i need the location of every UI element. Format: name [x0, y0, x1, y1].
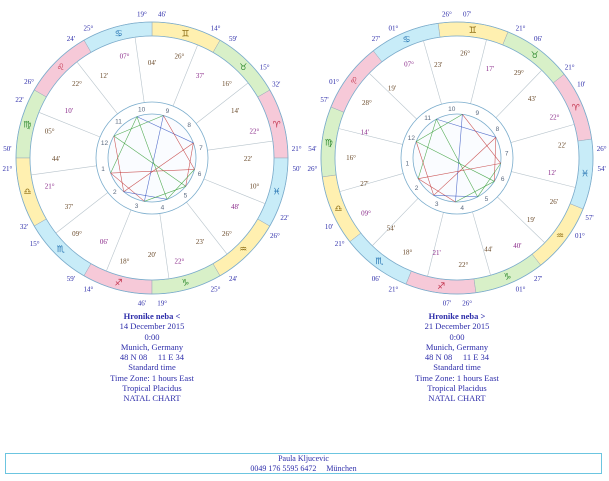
planet-degree-label: 21° — [44, 182, 55, 191]
chart-time-zone: Time Zone: 1 hours East — [415, 372, 499, 383]
right-chart-wheel — [307, 8, 607, 308]
cusp-degree-label: 46' — [137, 299, 147, 308]
house-number: 3 — [434, 201, 439, 209]
house-number: 10 — [137, 106, 146, 114]
planet-degree-label: 18° — [119, 257, 130, 266]
cusp-degree-label: 59' — [66, 275, 76, 284]
zodiac-sign-icon: ♌ — [349, 76, 359, 87]
cusp-degree-label: 10' — [577, 80, 586, 89]
left-chart-info — [2, 311, 302, 404]
planet-degree-label: 10' — [64, 107, 73, 115]
planet-degree-label: 06' — [99, 238, 109, 247]
planet-degree-label: 43' — [527, 95, 537, 104]
cusp-degree-label: 15° — [259, 63, 270, 72]
zodiac-sign-icon: ♉ — [239, 62, 248, 73]
cusp-degree-label: 50' — [292, 165, 301, 174]
planet-degree-label: 26° — [222, 229, 232, 238]
chart-coords: 48 N 08 11 E 34 — [119, 352, 185, 363]
house-number: 4 — [160, 204, 165, 212]
planet-degree-label: 21' — [432, 248, 441, 257]
planet-degree-label: 12' — [547, 168, 557, 177]
cusp-degree-label: 06' — [371, 275, 381, 284]
house-number: 2 — [113, 188, 117, 196]
cusp-degree-label: 21° — [564, 63, 575, 72]
planet-degree-label: 26° — [460, 49, 471, 58]
cusp-degree-label: 24' — [228, 275, 238, 284]
cusp-degree-label: 26° — [24, 78, 34, 87]
planet-degree-label: 22° — [249, 127, 260, 136]
cusp-degree-label: 32' — [19, 223, 29, 232]
zodiac-sign-icon: ♈ — [571, 103, 580, 114]
cusp-degree-label: 46' — [157, 10, 167, 19]
cusp-degree-label: 26° — [270, 231, 280, 240]
house-number: 12 — [100, 140, 109, 148]
house-number: 7 — [504, 150, 509, 158]
contact-footer — [5, 453, 602, 474]
planet-degree-label: 22° — [549, 113, 560, 122]
cusp-degree-label: 14° — [210, 24, 221, 33]
planet-degree-label: 22° — [72, 80, 82, 89]
house-number: 9 — [165, 107, 170, 115]
chart-house-system: Tropical Placidus — [122, 383, 182, 394]
cusp-degree-label: 26° — [596, 144, 607, 153]
house-number: 2 — [414, 184, 419, 192]
cusp-degree-label: 01° — [515, 285, 526, 294]
cusp-degree-label: 22' — [15, 96, 24, 105]
planet-degree-label: 40' — [513, 242, 522, 251]
house-number: 12 — [407, 135, 415, 143]
planet-degree-label: 23' — [195, 238, 205, 247]
chart-coords: 48 N 08 11 E 34 — [424, 352, 490, 363]
cusp-degree-label: 27' — [533, 275, 543, 284]
planet-degree-label: 37' — [195, 71, 205, 80]
right-chart-info — [307, 311, 607, 404]
house-number: 5 — [183, 192, 188, 200]
house-number: 5 — [484, 195, 489, 203]
house-number: 1 — [405, 160, 410, 168]
cusp-degree-label: 14° — [83, 285, 94, 294]
zodiac-sign-icon: ♍ — [23, 120, 32, 131]
planet-degree-label: 16° — [346, 154, 356, 163]
cusp-degree-label: 01° — [329, 78, 339, 87]
footer-phone: 0049 176 5595 6472 — [250, 463, 317, 473]
planet-degree-label: 48' — [231, 203, 240, 211]
planet-degree-label: 18° — [402, 248, 413, 257]
house-number: 4 — [460, 205, 465, 213]
cusp-degree-label: 21° — [2, 165, 13, 174]
zodiac-sign-icon: ♋ — [114, 29, 123, 40]
zodiac-sign-icon: ♉ — [530, 50, 539, 61]
planet-degree-label: 26° — [174, 52, 185, 61]
planet-degree-label: 16° — [222, 80, 232, 89]
house-number: 7 — [199, 145, 203, 153]
planet-degree-label: 29° — [513, 68, 524, 77]
chart-type: NATAL CHART — [123, 393, 181, 404]
house-number: 8 — [187, 122, 191, 130]
chart-time-zone: Time Zone: 1 hours East — [110, 372, 194, 383]
house-number: 8 — [495, 126, 500, 134]
planet-degree-label: 22° — [458, 260, 469, 269]
planet-degree-label: 10° — [249, 182, 260, 191]
planet-degree-label: 12' — [99, 71, 109, 80]
cusp-degree-label: 50' — [3, 144, 12, 153]
house-number: 11 — [115, 118, 122, 126]
zodiac-sign-icon: ♒ — [555, 231, 565, 242]
zodiac-sign-icon: ♐ — [437, 282, 446, 293]
planet-degree-label: 09° — [72, 229, 82, 238]
cusp-degree-label: 57' — [320, 96, 329, 105]
chart-wheel-svg — [2, 8, 302, 308]
cusp-degree-label: 59' — [228, 34, 238, 43]
zodiac-sign-icon: ♍ — [324, 138, 334, 149]
cusp-degree-label: 21° — [388, 285, 399, 294]
cusp-degree-label: 10' — [324, 223, 334, 232]
planet-degree-label: 20' — [147, 251, 157, 259]
zodiac-sign-icon: ♏ — [375, 257, 384, 268]
chart-house-system: Tropical Placidus — [427, 383, 487, 394]
planet-degree-label: 17' — [485, 64, 495, 73]
cusp-degree-label: 19° — [157, 299, 168, 308]
planet-degree-label: 09° — [361, 209, 371, 218]
house-number: 9 — [475, 109, 480, 117]
planet-degree-label: 07° — [404, 60, 414, 69]
chart-place: Munich, Germany — [425, 341, 489, 352]
planet-degree-label: 44' — [484, 245, 493, 254]
footer-city: München — [326, 463, 357, 473]
cusp-degree-label: 57' — [585, 213, 594, 222]
footer-name: Paula Kljucevic — [278, 454, 329, 463]
cusp-degree-label: 19° — [136, 10, 147, 19]
cusp-degree-label: 25° — [210, 285, 221, 294]
chart-place: Munich, Germany — [120, 341, 184, 352]
chart-time-standard: Standard time — [128, 362, 176, 373]
planet-degree-label: 22° — [174, 257, 185, 266]
chart-time: 0:00 — [449, 331, 465, 342]
planet-degree-label: 27' — [360, 180, 369, 189]
chart-type: NATAL CHART — [428, 393, 486, 404]
zodiac-sign-icon: ♊ — [181, 29, 190, 40]
house-number: 10 — [448, 105, 456, 113]
cusp-degree-label: 54' — [308, 144, 317, 153]
chart-title: Hronike neba > — [428, 311, 486, 321]
planet-degree-label: 19' — [387, 84, 397, 93]
cusp-degree-label: 27' — [371, 34, 381, 43]
cusp-degree-label: 01° — [575, 231, 585, 240]
zodiac-sign-icon: ♋ — [402, 35, 411, 46]
planet-degree-label: 37' — [64, 203, 73, 211]
zodiac-sign-icon: ♎ — [334, 204, 343, 215]
zodiac-sign-icon: ♑ — [503, 272, 512, 283]
chart-date: 21 December 2015 — [424, 321, 490, 332]
cusp-degree-label: 07' — [442, 299, 452, 308]
cusp-degree-label: 06' — [533, 34, 543, 43]
zodiac-sign-icon: ♓ — [272, 187, 281, 198]
planet-degree-label: 22' — [557, 141, 567, 150]
chart-title: Hronike neba < — [123, 311, 181, 321]
cusp-degree-label: 26° — [441, 10, 452, 19]
house-number: 6 — [500, 175, 505, 183]
chart-wheel-svg — [307, 8, 607, 308]
footer-contact-line — [6, 464, 601, 474]
planet-degree-label: 14' — [360, 128, 369, 137]
cusp-degree-label: 25° — [83, 24, 94, 33]
left-chart-wheel — [2, 8, 302, 308]
zodiac-sign-icon: ♐ — [114, 278, 123, 289]
zodiac-sign-icon: ♒ — [239, 245, 248, 256]
cusp-degree-label: 22' — [280, 213, 289, 222]
house-number: 6 — [197, 170, 202, 178]
cusp-degree-label: 54' — [597, 165, 606, 174]
planet-degree-label: 22' — [243, 155, 253, 163]
cusp-degree-label: 21° — [291, 144, 302, 153]
chart-time: 0:00 — [144, 331, 160, 342]
planet-degree-label: 07° — [119, 52, 130, 61]
chart-time-standard: Standard time — [433, 362, 481, 373]
planet-degree-label: 54' — [386, 224, 396, 233]
cusp-degree-label: 07' — [462, 10, 472, 19]
cusp-degree-label: 26° — [307, 165, 318, 174]
chart-date: 14 December 2015 — [119, 321, 185, 332]
planet-degree-label: 04' — [147, 59, 157, 67]
planet-degree-label: 05° — [44, 127, 55, 136]
house-number: 11 — [424, 115, 431, 123]
cusp-degree-label: 15° — [29, 240, 40, 249]
zodiac-sign-icon: ♊ — [468, 25, 477, 36]
cusp-degree-label: 26° — [462, 299, 473, 308]
cusp-degree-label: 01° — [388, 24, 399, 33]
zodiac-sign-icon: ♑ — [181, 278, 190, 289]
cusp-degree-label: 24' — [66, 34, 76, 43]
cusp-degree-label: 32' — [272, 80, 281, 89]
zodiac-sign-icon: ♏ — [56, 245, 65, 256]
zodiac-sign-icon: ♌ — [56, 62, 65, 73]
cusp-degree-label: 21° — [334, 240, 345, 249]
planet-degree-label: 28° — [361, 99, 372, 108]
planet-degree-label: 26' — [549, 198, 559, 207]
house-number: 3 — [134, 203, 139, 211]
house-number: 1 — [101, 165, 105, 173]
planet-degree-label: 44' — [51, 155, 61, 163]
planet-degree-label: 23' — [434, 60, 443, 69]
zodiac-sign-icon: ♓ — [580, 169, 590, 180]
cusp-degree-label: 21° — [515, 24, 526, 33]
zodiac-sign-icon: ♎ — [23, 187, 32, 198]
planet-degree-label: 19' — [526, 216, 536, 225]
zodiac-sign-icon: ♈ — [272, 120, 281, 131]
planet-degree-label: 14' — [231, 107, 240, 115]
